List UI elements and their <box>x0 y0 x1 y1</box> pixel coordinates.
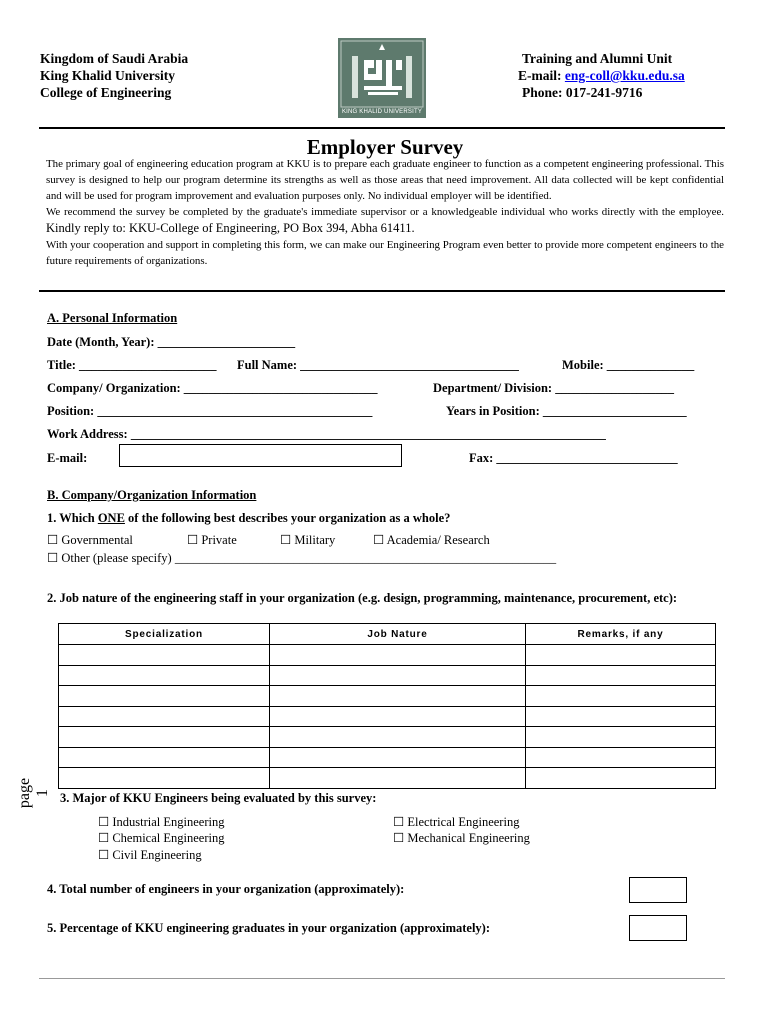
company-field[interactable]: Company/ Organization: _______________________________ <box>47 381 378 395</box>
intro-divider <box>39 290 725 292</box>
full-name-field[interactable]: Full Name: ___________________________________ <box>237 358 519 372</box>
header-right <box>518 50 685 101</box>
option-label: Academia/ Research <box>386 533 490 547</box>
footer-divider <box>39 978 725 979</box>
table-cell[interactable] <box>270 706 526 727</box>
university-logo <box>338 38 426 118</box>
section-a-heading: A. Personal Information <box>47 311 178 325</box>
intro-paragraph-2 <box>46 204 724 237</box>
table-cell[interactable] <box>59 706 270 727</box>
option-governmental[interactable] <box>47 532 133 548</box>
position-field[interactable]: Position: ____________________________________________ <box>47 404 373 418</box>
major-industrial[interactable] <box>98 814 224 830</box>
years-in-position-field[interactable]: Years in Position: _______________________ <box>446 404 687 418</box>
table-row <box>59 747 716 768</box>
intro-recommendation: We recommend the survey be completed by the graduate's immediate supervisor or a knowledgeable individual who works directly with the employee. <box>46 206 724 218</box>
checkbox-icon[interactable]: ☐ <box>393 831 405 845</box>
option-label: Industrial Engineering <box>112 815 225 829</box>
email-input-box[interactable] <box>119 444 402 467</box>
page-number: page 1 <box>16 777 51 809</box>
question-2: 2. Job nature of the engineering staff in your organization (e.g. design, programming, maintenance, procurement, etc): <box>47 591 678 605</box>
table-row <box>59 768 716 789</box>
question-3: 3. Major of KKU Engineers being evaluated by this survey: <box>60 791 377 805</box>
major-electrical[interactable] <box>393 814 519 830</box>
option-label: Military <box>294 533 336 547</box>
table-cell[interactable] <box>59 747 270 768</box>
header-divider <box>39 127 725 129</box>
option-label: Mechanical Engineering <box>407 831 530 845</box>
table-cell[interactable] <box>59 686 270 707</box>
logo-caption: KING KHALID UNIVERSITY <box>341 109 423 115</box>
option-private[interactable] <box>187 532 237 548</box>
table-row <box>59 665 716 686</box>
question-1-suffix: of the following best describes your organization as a whole? <box>124 511 451 525</box>
checkbox-icon[interactable]: ☐ <box>373 533 385 547</box>
question-4: 4. Total number of engineers in your organization (approximately): <box>47 882 405 896</box>
table-header-row <box>59 624 716 645</box>
table-cell[interactable] <box>59 665 270 686</box>
option-other[interactable] <box>47 550 556 566</box>
checkbox-icon[interactable]: ☐ <box>98 815 110 829</box>
page-title: Employer Survey <box>306 135 464 159</box>
table-row <box>59 727 716 748</box>
table-row <box>59 706 716 727</box>
checkbox-icon[interactable]: ☐ <box>47 551 59 565</box>
reply-address: Kindly reply to: KKU-College of Engineering, PO Box 394, Abha 61411. <box>46 221 415 235</box>
table-cell[interactable] <box>270 686 526 707</box>
table-cell[interactable] <box>526 645 716 666</box>
table-cell[interactable] <box>270 747 526 768</box>
major-mechanical[interactable] <box>393 830 530 846</box>
column-job-nature: Job Nature <box>270 624 526 645</box>
university-name: King Khalid University <box>40 68 176 83</box>
question-1-emphasis: ONE <box>97 511 125 525</box>
title-field[interactable]: Title: ______________________ <box>47 358 217 372</box>
table-cell[interactable] <box>270 727 526 748</box>
table-cell[interactable] <box>59 727 270 748</box>
table-cell[interactable] <box>526 768 716 789</box>
intro-paragraph-3: With your cooperation and support in completing this form, we can make our Engineering Program even better to provide more competent engineers to the future requirements of organizations. <box>46 239 724 267</box>
intro-paragraph-1: The primary goal of engineering education program at KKU is to prepare each graduate engineer to function as a competent engineering professional. This survey is designed to help our program determine its strengths as well as those areas that need improvement. All data collected will be kept confidential and will be used for program improvement and evaluation purposes only. No individual employer will be identified. <box>46 158 724 202</box>
job-nature-table <box>58 623 716 789</box>
table-cell[interactable] <box>526 747 716 768</box>
table-cell[interactable] <box>59 645 270 666</box>
mobile-field[interactable]: Mobile: ______________ <box>562 358 695 372</box>
option-label: Private <box>201 533 237 547</box>
table-row <box>59 645 716 666</box>
option-label: Civil Engineering <box>112 848 202 862</box>
unit-name: Training and Alumni Unit <box>522 51 673 66</box>
work-address-field[interactable]: Work Address: ____________________________________________________________________________ <box>47 427 606 441</box>
header-left <box>40 50 188 101</box>
department-field[interactable]: Department/ Division: ___________________ <box>433 381 674 395</box>
table-cell[interactable] <box>59 768 270 789</box>
checkbox-icon[interactable]: ☐ <box>393 815 405 829</box>
contact-email-line <box>518 67 685 84</box>
option-academia[interactable] <box>373 532 490 548</box>
option-label: Chemical Engineering <box>112 831 225 845</box>
college-name: College of Engineering <box>40 85 172 100</box>
table-cell[interactable] <box>270 645 526 666</box>
table-cell[interactable] <box>526 665 716 686</box>
engineers-count-input[interactable] <box>629 877 687 903</box>
checkbox-icon[interactable]: ☐ <box>98 848 110 862</box>
date-field[interactable]: Date (Month, Year): ______________________ <box>47 335 296 349</box>
contact-phone: Phone: 017-241-9716 <box>522 85 643 100</box>
checkbox-icon[interactable]: ☐ <box>187 533 199 547</box>
major-chemical[interactable] <box>98 830 224 846</box>
question-1-prefix: 1. Which <box>47 511 98 525</box>
contact-email-link[interactable]: eng-coll@kku.edu.sa <box>564 68 685 83</box>
fax-field[interactable]: Fax: _____________________________ <box>469 451 678 465</box>
intro-text <box>46 156 724 269</box>
table-cell[interactable] <box>526 686 716 707</box>
email-label: E-mail: <box>47 451 88 465</box>
question-1 <box>47 511 450 526</box>
checkbox-icon[interactable]: ☐ <box>98 831 110 845</box>
checkbox-icon[interactable]: ☐ <box>47 533 59 547</box>
column-remarks: Remarks, if any <box>526 624 716 645</box>
column-specialization: Specialization <box>59 624 270 645</box>
country-name: Kingdom of Saudi Arabia <box>40 51 189 66</box>
option-label: Governmental <box>61 533 133 547</box>
option-military[interactable] <box>280 532 335 548</box>
table-cell[interactable] <box>526 706 716 727</box>
major-civil[interactable] <box>98 847 202 863</box>
email-label: E-mail: <box>518 68 565 83</box>
table-cell[interactable] <box>526 727 716 748</box>
option-label: Other (please specify) _____________________________________________________________ <box>61 551 557 565</box>
checkbox-icon[interactable]: ☐ <box>280 533 292 547</box>
logo-emblem-icon <box>338 38 426 118</box>
table-cell[interactable] <box>270 768 526 789</box>
question-5: 5. Percentage of KKU engineering graduates in your organization (approximately): <box>47 921 491 935</box>
option-label: Electrical Engineering <box>407 815 520 829</box>
table-row <box>59 686 716 707</box>
table-cell[interactable] <box>270 665 526 686</box>
section-b-heading: B. Company/Organization Information <box>47 488 257 502</box>
kku-percentage-input[interactable] <box>629 915 687 941</box>
